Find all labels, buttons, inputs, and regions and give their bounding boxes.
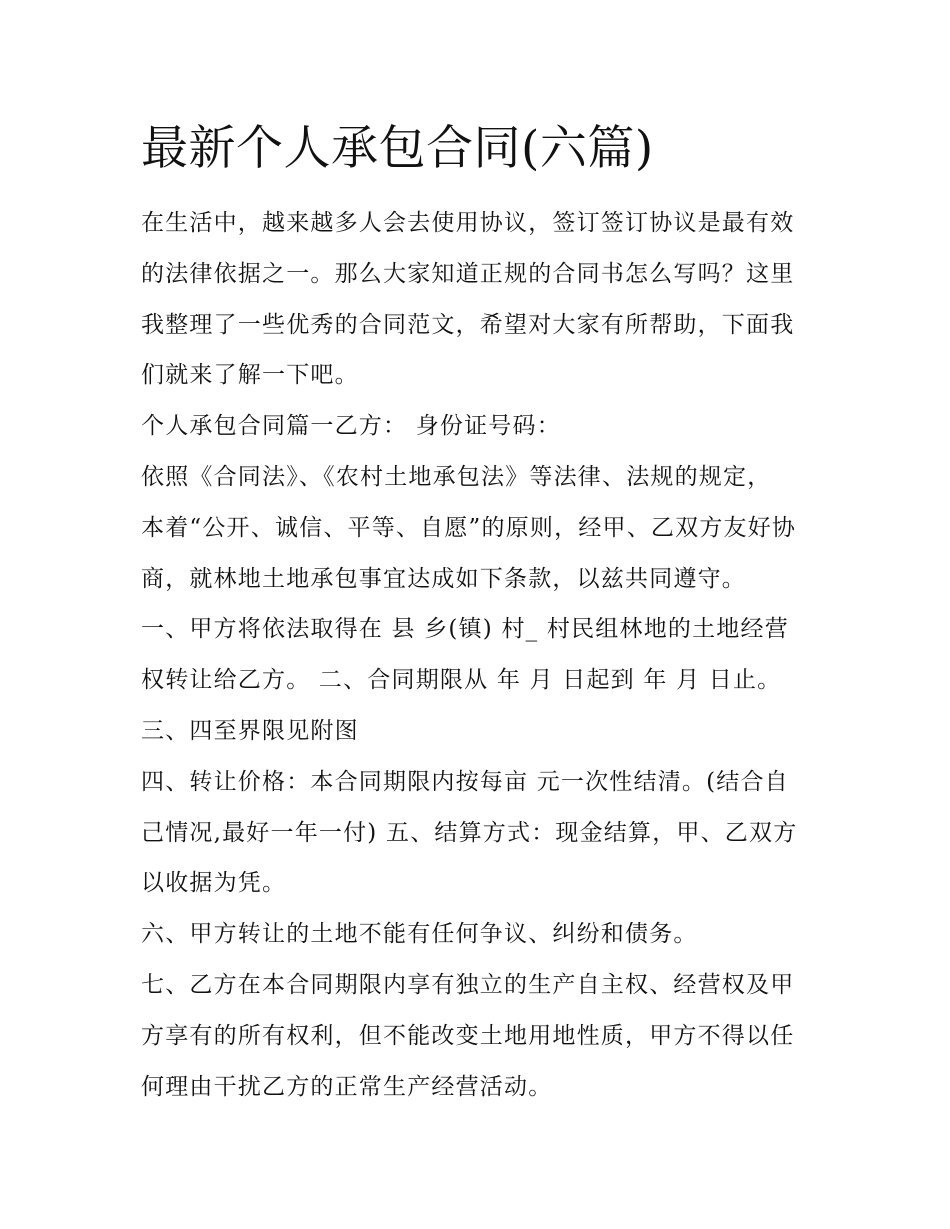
text-line: 们就来了解一下吧。 (141, 362, 359, 389)
text-line: 商，就林地土地承包事宜达成如下条款，以兹共同遵守。 (141, 565, 746, 592)
document-body (141, 118, 813, 1112)
text-line: 在生活中，越来越多人会去使用协议，签订签订协议是最有效 (141, 210, 795, 236)
text-line: 七、乙方在本合同期限内享有独立的生产自主权、经营权及甲 (141, 971, 795, 998)
text-line: 依照《合同法》、《农村土地承包法》等法律、法规的规定， (141, 463, 772, 490)
text-line: 一、甲方将依法取得在 县 乡(镇) 村_ 村民组林地的土地经营 (141, 616, 789, 643)
document-title: 最新个人承包合同(六篇) (141, 121, 654, 176)
text-line: 方享有的所有权利，但不能改变土地用地性质，甲方不得以任 (141, 1022, 795, 1049)
text-line: 权转让给乙方。 二、合同期限从 年 月 日起到 年 月 日止。 (141, 667, 782, 694)
text-line: 以收据为凭。 (141, 870, 287, 897)
text-line: 本着“公开、诚信、平等、自愿”的原则，经甲、乙双方友好协 (141, 514, 797, 541)
text-line: 三、四至界限见附图 (141, 717, 359, 744)
text-line: 的法律依据之一。那么大家知道正规的合同书怎么写吗？这里 (141, 260, 795, 287)
text-line: 四、转让价格：本合同期限内按每亩 元一次性结清。(结合自 (141, 768, 789, 795)
text-line: 何理由干扰乙方的正常生产经营活动。 (141, 1073, 553, 1100)
text-line: 己情况,最好一年一付) 五、结算方式：现金结算，甲、乙双方 (141, 819, 798, 846)
text-line: 六、甲方转让的土地不能有任何争议、纠纷和债务。 (141, 921, 698, 948)
text-line: 个人承包合同篇一乙方： 身份证号码： (141, 413, 561, 440)
text-line: 我整理了一些优秀的合同范文，希望对大家有所帮助，下面我 (141, 311, 795, 338)
